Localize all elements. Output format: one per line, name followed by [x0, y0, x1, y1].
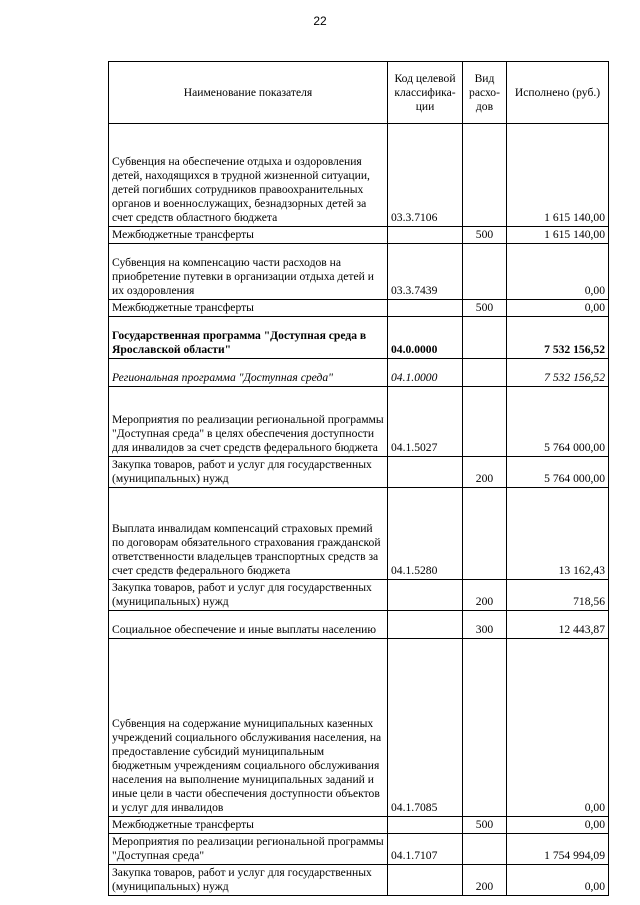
table-row	[109, 488, 609, 580]
row-name: Межбюджетные трансферты	[109, 817, 388, 834]
row-name: Государственная программа "Доступная среда в Ярославской области"	[109, 317, 388, 359]
row-name: Мероприятия по реализации региональной программы "Доступная среда" в целях обеспечения доступности для инвалидов за счет средств федерального бюджета	[109, 387, 388, 457]
table-row	[109, 244, 609, 300]
row-kind	[463, 387, 507, 457]
row-kind	[463, 359, 507, 387]
row-amount: 0,00	[507, 865, 609, 896]
row-code	[388, 817, 463, 834]
row-code: 03.3.7439	[388, 244, 463, 300]
row-code: 04.1.0000	[388, 359, 463, 387]
table-header-row	[109, 62, 609, 124]
row-name: Мероприятия по реализации региональной программы "Доступная среда"	[109, 834, 388, 865]
row-amount: 0,00	[507, 300, 609, 317]
row-name: Закупка товаров, работ и услуг для государственных (муниципальных) нужд	[109, 580, 388, 611]
row-name: Закупка товаров, работ и услуг для государственных (муниципальных) нужд	[109, 457, 388, 488]
row-amount: 5 764 000,00	[507, 387, 609, 457]
row-kind	[463, 244, 507, 300]
row-name: Субвенция на содержание муниципальных казенных учреждений социального обслуживания населения, на предоставление субсидий муниципальным бюджетным учреждениям социального обслуживания населения на выполнение муниципальных заданий и иные цели в части обеспечения доступности объектов и услуг для инвалидов	[109, 639, 388, 817]
table-row	[109, 227, 609, 244]
table-row	[109, 611, 609, 639]
table-row	[109, 359, 609, 387]
row-code	[388, 227, 463, 244]
row-kind: 300	[463, 611, 507, 639]
table-row	[109, 124, 609, 227]
header-kind: Вид расхо-дов	[463, 62, 507, 124]
row-kind: 500	[463, 817, 507, 834]
table-row	[109, 639, 609, 817]
row-amount: 0,00	[507, 244, 609, 300]
row-name: Социальное обеспечение и иные выплаты населению	[109, 611, 388, 639]
row-name: Выплата инвалидам компенсаций страховых премий по договорам обязательного страхования гражданской ответственности владельцев транспортных средств за счет средств федерального бюджета	[109, 488, 388, 580]
table-row	[109, 580, 609, 611]
row-code: 04.1.5027	[388, 387, 463, 457]
row-kind	[463, 834, 507, 865]
table-row	[109, 817, 609, 834]
row-code	[388, 457, 463, 488]
row-code: 04.1.7085	[388, 639, 463, 817]
row-kind: 200	[463, 580, 507, 611]
row-code	[388, 300, 463, 317]
table-row	[109, 457, 609, 488]
row-amount: 1 615 140,00	[507, 124, 609, 227]
row-kind: 200	[463, 865, 507, 896]
row-kind	[463, 317, 507, 359]
row-amount: 0,00	[507, 639, 609, 817]
row-amount: 1 754 994,09	[507, 834, 609, 865]
row-code: 04.1.7107	[388, 834, 463, 865]
table-row	[109, 834, 609, 865]
row-kind	[463, 488, 507, 580]
row-amount: 1 615 140,00	[507, 227, 609, 244]
row-amount: 7 532 156,52	[507, 359, 609, 387]
page-number: 22	[313, 14, 327, 28]
row-code	[388, 611, 463, 639]
row-amount: 0,00	[507, 817, 609, 834]
row-kind: 200	[463, 457, 507, 488]
header-amount: Исполнено (руб.)	[507, 62, 609, 124]
row-amount: 5 764 000,00	[507, 457, 609, 488]
table-row	[109, 387, 609, 457]
row-code	[388, 865, 463, 896]
row-name: Межбюджетные трансферты	[109, 300, 388, 317]
row-kind	[463, 639, 507, 817]
row-code: 04.0.0000	[388, 317, 463, 359]
row-amount: 718,56	[507, 580, 609, 611]
row-amount: 12 443,87	[507, 611, 609, 639]
row-name: Закупка товаров, работ и услуг для государственных (муниципальных) нужд	[109, 865, 388, 896]
row-name: Региональная программа "Доступная среда"	[109, 359, 388, 387]
row-name: Межбюджетные трансферты	[109, 227, 388, 244]
row-kind: 500	[463, 300, 507, 317]
row-code	[388, 580, 463, 611]
row-name: Субвенция на компенсацию части расходов на приобретение путевки в организации отдыха детей и их оздоровления	[109, 244, 388, 300]
header-code: Код целевой классифика-ции	[388, 62, 463, 124]
table-row	[109, 300, 609, 317]
row-name: Субвенция на обеспечение отдыха и оздоровления детей, находящихся в трудной жизненной ситуации, детей погибших сотрудников правоохранительных органов и военнослужащих, безнадзорных детей за счет средств областного бюджета	[109, 124, 388, 227]
row-kind: 500	[463, 227, 507, 244]
row-amount: 13 162,43	[507, 488, 609, 580]
row-code: 03.3.7106	[388, 124, 463, 227]
row-amount: 7 532 156,52	[507, 317, 609, 359]
table-row	[109, 317, 609, 359]
header-name: Наименование показателя	[109, 62, 388, 124]
row-kind	[463, 124, 507, 227]
table-row	[109, 865, 609, 896]
table-body	[109, 124, 609, 896]
expenditure-table	[108, 61, 609, 896]
row-code: 04.1.5280	[388, 488, 463, 580]
